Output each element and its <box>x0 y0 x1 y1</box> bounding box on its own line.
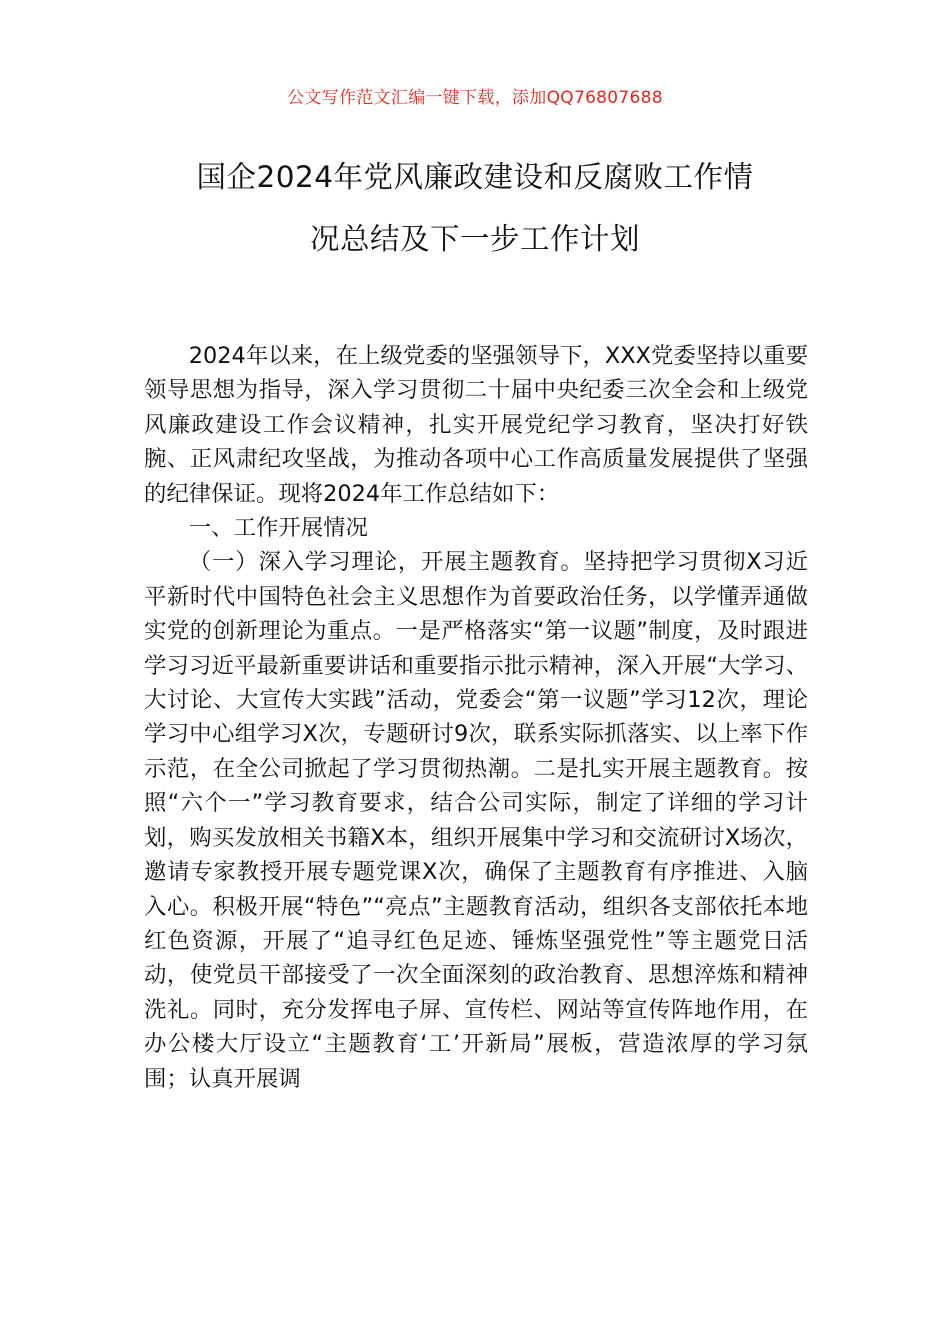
document-title <box>140 146 810 270</box>
section-heading: 一、工作开展情况 <box>188 515 368 542</box>
intro-paragraph: 2024年以来，在上级党委的坚强领导下，XXX党委坚持以重要领导思想为指导，深入学习贯彻二十届中央纪委三次全会和上级党风廉政建设工作会议精神，扎实开展党纪学习教育，坚决打好铁腕、正风肃纪攻坚战，为推动各项中心工作高质量发展提供了坚强的纪律保证。现将2024年工作总结如下： <box>144 343 808 507</box>
title-line-2: 况总结及下一步工作计划 <box>309 222 640 256</box>
document-body <box>144 339 808 1096</box>
body-paragraph: （一）深入学习理论，开展主题教育。坚持把学习贯彻X习近平新时代中国特色社会主义思想作为首要政治任务，以学懂弄通做实党的创新理论为重点。一是严格落实“第一议题”制度，及时跟进学习习近平最新重要讲话和重要指示批示精神，深入开展“大学习、大讨论、大宣传大实践”活动，党委会“第一议题”学习12次，理论学习中心组学习X次，专题研讨9次，联系实际抓落实、以上率下作示范，在全公司掀起了学习贯彻热潮。二是扎实开展主题教育。按照“六个一”学习教育要求，结合公司实际，制定了详细的学习计划，购买发放相关书籍X本，组织开展集中学习和交流研讨X场次，邀请专家教授开展专题党课X次，确保了主题教育有序推进、入脑入心。积极开展“特色”“亮点”主题教育活动，组织各支部依托本地红色资源，开展了“追寻红色足迹、锤炼坚强党性”等主题党日活动，使党员干部接受了一次全面深刻的政治教育、思想淬炼和精神洗礼。同时，充分发挥电子屏、宣传栏、网站等宣传阵地作用，在办公楼大厅设立“主题教育‘工’开新局”展板，营造浓厚的学习氛围；认真开展调 <box>144 549 808 1092</box>
title-line-1: 国企2024年党风廉政建设和反腐败工作情 <box>196 160 754 194</box>
download-notice: 公文写作范文汇编一键下载，添加QQ76807688 <box>287 88 663 108</box>
